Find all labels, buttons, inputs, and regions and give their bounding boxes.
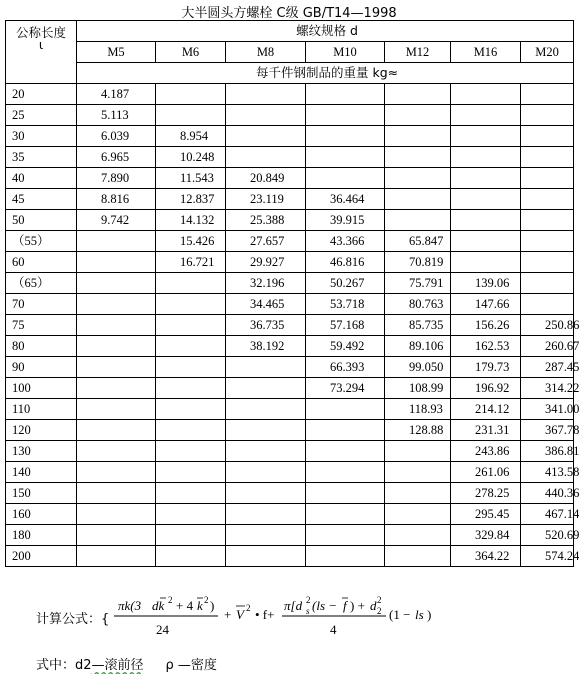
- weight-cell: [156, 420, 226, 441]
- weight-cell: 15.426: [156, 231, 226, 252]
- weight-cell: [77, 525, 156, 546]
- weight-cell: 8.954: [156, 126, 226, 147]
- weight-cell: 261.06: [451, 462, 521, 483]
- weight-cell: [521, 105, 574, 126]
- table-row: [6, 252, 574, 273]
- unit-header: 每千件钢制品的重量 kg≈: [77, 63, 574, 84]
- length-header-symbol: ι: [38, 37, 44, 52]
- length-cell: 180: [6, 525, 77, 546]
- table-row: [6, 168, 574, 189]
- weight-cell: [77, 294, 156, 315]
- table-row: [6, 84, 574, 105]
- weight-cell: [385, 168, 451, 189]
- weight-cell: 14.132: [156, 210, 226, 231]
- svg-text:+: +: [224, 607, 232, 622]
- weight-cell: 386.81: [521, 441, 574, 462]
- weight-cell: 12.837: [156, 189, 226, 210]
- weight-cell: [226, 546, 306, 567]
- weight-cell: [156, 357, 226, 378]
- header-row-spec: [6, 21, 574, 42]
- length-cell: 20: [6, 84, 77, 105]
- svg-text:πk(3: πk(3: [118, 598, 142, 613]
- weight-cell: 243.86: [451, 441, 521, 462]
- note-rho-definition: ρ —密度: [165, 658, 217, 673]
- weight-cell: [521, 252, 574, 273]
- weight-cell: 341.00: [521, 399, 574, 420]
- weight-cell: 34.465: [226, 294, 306, 315]
- weight-cell: [521, 147, 574, 168]
- weight-cell: [156, 315, 226, 336]
- weight-cell: 53.718: [306, 294, 385, 315]
- weight-cell: 295.45: [451, 504, 521, 525]
- weight-cell: [226, 357, 306, 378]
- weight-cell: 70.819: [385, 252, 451, 273]
- weight-cell: [226, 483, 306, 504]
- svg-text:π[d: π[d: [284, 598, 303, 613]
- weight-cell: [306, 441, 385, 462]
- length-cell: 70: [6, 294, 77, 315]
- weight-cell: [77, 252, 156, 273]
- weight-cell: [306, 147, 385, 168]
- length-cell: 80: [6, 336, 77, 357]
- table-row: [6, 399, 574, 420]
- length-cell: 150: [6, 483, 77, 504]
- weight-cell: 32.196: [226, 273, 306, 294]
- weight-cell: 9.742: [77, 210, 156, 231]
- weight-cell: 162.53: [451, 336, 521, 357]
- weight-cell: [226, 504, 306, 525]
- length-header: [6, 21, 77, 84]
- svg-text:ls: ls: [415, 607, 424, 622]
- weight-cell: 43.366: [306, 231, 385, 252]
- weight-cell: 36.735: [226, 315, 306, 336]
- length-cell: 90: [6, 357, 77, 378]
- weight-cell: [77, 399, 156, 420]
- weight-cell: [306, 105, 385, 126]
- weight-cell: [226, 399, 306, 420]
- table-row: [6, 147, 574, 168]
- weight-cell: 80.763: [385, 294, 451, 315]
- weight-cell: 7.890: [77, 168, 156, 189]
- svg-text:s: s: [306, 606, 310, 616]
- weight-cell: 36.464: [306, 189, 385, 210]
- weight-cell: [226, 105, 306, 126]
- weight-cell: [226, 462, 306, 483]
- weight-cell: [306, 483, 385, 504]
- weight-cell: 66.393: [306, 357, 385, 378]
- weight-cell: 50.267: [306, 273, 385, 294]
- note-d2-definition: —滚前径: [91, 658, 144, 673]
- weight-cell: 6.039: [77, 126, 156, 147]
- length-cell: 30: [6, 126, 77, 147]
- length-header-label: 公称长度: [15, 25, 66, 40]
- formula-label: 计算公式：{: [36, 612, 110, 627]
- svg-text:2: 2: [246, 603, 251, 613]
- weight-cell: [77, 378, 156, 399]
- size-header: M16: [451, 42, 521, 63]
- formula-expression: [106, 594, 486, 654]
- weight-cell: [385, 546, 451, 567]
- weight-cell: [521, 168, 574, 189]
- length-cell: 75: [6, 315, 77, 336]
- weight-cell: 11.543: [156, 168, 226, 189]
- svg-text:+ 4: + 4: [176, 598, 194, 613]
- weight-cell: 57.168: [306, 315, 385, 336]
- table-row: [6, 126, 574, 147]
- table-title: 大半圆头方螺栓 C级 GB/T14—1998: [181, 6, 397, 21]
- weight-cell: [451, 231, 521, 252]
- weight-cell: [77, 420, 156, 441]
- weight-cell: [306, 420, 385, 441]
- table-row: [6, 441, 574, 462]
- table-row: [6, 357, 574, 378]
- weight-cell: 314.22: [521, 378, 574, 399]
- weight-cell: 6.965: [77, 147, 156, 168]
- size-header: M6: [156, 42, 226, 63]
- weight-cell: [451, 189, 521, 210]
- table-row: [6, 294, 574, 315]
- svg-text:f: f: [343, 598, 347, 613]
- weight-cell: 89.106: [385, 336, 451, 357]
- weight-table: [5, 20, 579, 567]
- weight-cell: [156, 105, 226, 126]
- weight-cell: [385, 210, 451, 231]
- weight-cell: [451, 84, 521, 105]
- weight-cell: [156, 546, 226, 567]
- svg-text:• f+: • f+: [255, 607, 275, 622]
- weight-cell: 278.25: [451, 483, 521, 504]
- weight-cell: [306, 399, 385, 420]
- weight-cell: [156, 294, 226, 315]
- weight-cell: 4.187: [77, 84, 156, 105]
- svg-text:4: 4: [330, 622, 337, 637]
- weight-cell: [521, 126, 574, 147]
- weight-cell: [521, 84, 574, 105]
- weight-cell: [156, 378, 226, 399]
- weight-cell: [77, 315, 156, 336]
- weight-cell: [77, 462, 156, 483]
- weight-cell: 99.050: [385, 357, 451, 378]
- length-cell: 50: [6, 210, 77, 231]
- weight-cell: [156, 525, 226, 546]
- spec-header: 螺纹规格 d: [77, 21, 574, 42]
- weight-cell: 73.294: [306, 378, 385, 399]
- weight-cell: [77, 504, 156, 525]
- weight-cell: 179.73: [451, 357, 521, 378]
- weight-cell: 46.816: [306, 252, 385, 273]
- weight-cell: 231.31: [451, 420, 521, 441]
- weight-cell: [156, 462, 226, 483]
- weight-cell: [451, 210, 521, 231]
- length-cell: 200: [6, 546, 77, 567]
- weight-cell: [521, 231, 574, 252]
- weight-cell: [226, 525, 306, 546]
- weight-cell: [385, 126, 451, 147]
- weight-cell: [77, 336, 156, 357]
- weight-cell: [385, 525, 451, 546]
- weight-cell: 128.88: [385, 420, 451, 441]
- svg-text:(ls −: (ls −: [312, 598, 338, 613]
- table-row: [6, 378, 574, 399]
- weight-cell: 27.657: [226, 231, 306, 252]
- size-header: M12: [385, 42, 451, 63]
- weight-cell: 108.99: [385, 378, 451, 399]
- weight-cell: [226, 420, 306, 441]
- table-row: [6, 420, 574, 441]
- weight-cell: [385, 504, 451, 525]
- weight-cell: [156, 273, 226, 294]
- weight-cell: 260.67: [521, 336, 574, 357]
- weight-cell: [306, 84, 385, 105]
- svg-text:2: 2: [377, 595, 382, 605]
- header-row-sizes: [6, 42, 574, 63]
- weight-cell: [451, 252, 521, 273]
- svg-text:2: 2: [377, 606, 382, 616]
- length-cell: （65）: [6, 273, 77, 294]
- weight-cell: [226, 441, 306, 462]
- length-cell: 25: [6, 105, 77, 126]
- weight-cell: 85.735: [385, 315, 451, 336]
- weight-cell: 196.92: [451, 378, 521, 399]
- weight-cell: [306, 126, 385, 147]
- weight-cell: 520.69: [521, 525, 574, 546]
- length-cell: 130: [6, 441, 77, 462]
- length-cell: 45: [6, 189, 77, 210]
- svg-text:d: d: [370, 598, 377, 613]
- weight-cell: [306, 168, 385, 189]
- weight-cell: 467.14: [521, 504, 574, 525]
- svg-text:): ): [427, 607, 432, 622]
- note-prefix: 式中：d2: [36, 658, 92, 673]
- weight-cell: 20.849: [226, 168, 306, 189]
- weight-cell: [306, 525, 385, 546]
- weight-cell: 139.06: [451, 273, 521, 294]
- weight-cell: 8.816: [77, 189, 156, 210]
- weight-cell: 10.248: [156, 147, 226, 168]
- weight-cell: 118.93: [385, 399, 451, 420]
- formula: [36, 594, 576, 654]
- weight-cell: [156, 483, 226, 504]
- length-cell: （55）: [6, 231, 77, 252]
- weight-cell: 23.119: [226, 189, 306, 210]
- weight-cell: [226, 84, 306, 105]
- weight-cell: [385, 483, 451, 504]
- length-cell: 160: [6, 504, 77, 525]
- table-row: [6, 462, 574, 483]
- weight-cell: [385, 189, 451, 210]
- weight-cell: [226, 147, 306, 168]
- weight-cell: 65.847: [385, 231, 451, 252]
- size-header: M5: [77, 42, 156, 63]
- svg-text:): ): [210, 598, 215, 613]
- weight-cell: [385, 147, 451, 168]
- weight-cell: [156, 399, 226, 420]
- weight-cell: 214.12: [451, 399, 521, 420]
- weight-cell: 5.113: [77, 105, 156, 126]
- table-row: [6, 336, 574, 357]
- svg-text:2: 2: [306, 595, 311, 605]
- table-row: [6, 105, 574, 126]
- size-header: M20: [521, 42, 574, 63]
- length-cell: 40: [6, 168, 77, 189]
- length-cell: 110: [6, 399, 77, 420]
- svg-text:(1 −: (1 −: [389, 607, 411, 622]
- weight-cell: [156, 336, 226, 357]
- weight-cell: [77, 273, 156, 294]
- table-row: [6, 483, 574, 504]
- weight-cell: [156, 504, 226, 525]
- table-row: [6, 189, 574, 210]
- weight-cell: 329.84: [451, 525, 521, 546]
- weight-cell: 156.26: [451, 315, 521, 336]
- weight-cell: [521, 210, 574, 231]
- weight-cell: 29.927: [226, 252, 306, 273]
- weight-cell: [77, 483, 156, 504]
- weight-cell: [385, 105, 451, 126]
- weight-cell: [306, 546, 385, 567]
- svg-text:k: k: [197, 598, 203, 613]
- weight-cell: 39.915: [306, 210, 385, 231]
- length-cell: 60: [6, 252, 77, 273]
- table-row: [6, 504, 574, 525]
- weight-cell: [226, 378, 306, 399]
- formula-note: [36, 654, 217, 673]
- weight-cell: 25.388: [226, 210, 306, 231]
- weight-cell: 38.192: [226, 336, 306, 357]
- length-cell: 35: [6, 147, 77, 168]
- table-row: [6, 231, 574, 252]
- table-row: [6, 273, 574, 294]
- weight-cell: [385, 84, 451, 105]
- table-row: [6, 210, 574, 231]
- length-cell: 120: [6, 420, 77, 441]
- svg-text:2: 2: [204, 595, 209, 605]
- header-row-unit: [6, 63, 574, 84]
- weight-cell: 16.721: [156, 252, 226, 273]
- weight-cell: [306, 504, 385, 525]
- svg-text:2: 2: [168, 595, 173, 605]
- length-cell: 140: [6, 462, 77, 483]
- weight-cell: 440.36: [521, 483, 574, 504]
- svg-text:) +: ) +: [350, 598, 365, 613]
- length-cell: 100: [6, 378, 77, 399]
- weight-cell: [226, 126, 306, 147]
- weight-cell: 59.492: [306, 336, 385, 357]
- weight-cell: [451, 105, 521, 126]
- weight-cell: [451, 126, 521, 147]
- weight-cell: [306, 462, 385, 483]
- weight-cell: [385, 441, 451, 462]
- weight-cell: 75.791: [385, 273, 451, 294]
- weight-cell: [521, 273, 574, 294]
- weight-cell: [77, 357, 156, 378]
- size-header: M8: [226, 42, 306, 63]
- weight-cell: [521, 189, 574, 210]
- weight-cell: 287.45: [521, 357, 574, 378]
- weight-cell: [385, 462, 451, 483]
- svg-text:V: V: [236, 607, 244, 622]
- svg-text:dk: dk: [152, 598, 165, 613]
- svg-text:24: 24: [156, 622, 169, 637]
- weight-cell: [77, 441, 156, 462]
- weight-cell: [451, 168, 521, 189]
- weight-cell: 364.22: [451, 546, 521, 567]
- weight-cell: 413.58: [521, 462, 574, 483]
- weight-cell: 574.24: [521, 546, 574, 567]
- weight-cell: 147.66: [451, 294, 521, 315]
- weight-cell: [77, 546, 156, 567]
- size-header: M10: [306, 42, 385, 63]
- weight-cell: [156, 441, 226, 462]
- weight-cell: 250.86: [521, 315, 574, 336]
- weight-cell: [156, 84, 226, 105]
- weight-cell: [521, 294, 574, 315]
- table-row: [6, 315, 574, 336]
- weight-cell: [451, 147, 521, 168]
- weight-cell: [77, 231, 156, 252]
- weight-cell: 367.78: [521, 420, 574, 441]
- table-row: [6, 546, 574, 567]
- table-row: [6, 525, 574, 546]
